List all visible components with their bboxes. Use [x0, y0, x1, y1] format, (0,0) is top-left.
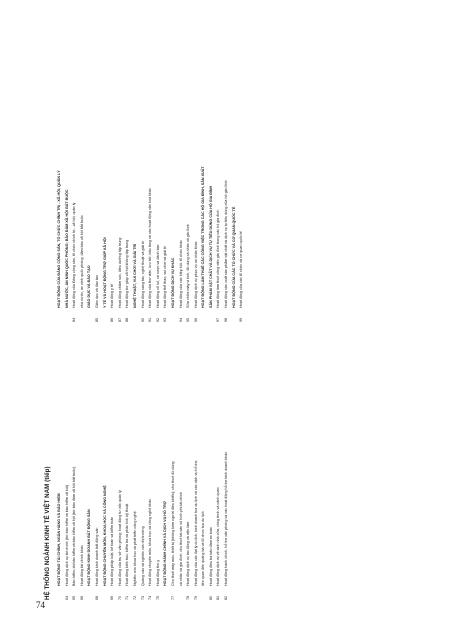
columns: [56, 60, 436, 600]
industry-row: [64, 336, 72, 600]
industry-name: Sửa chữa máy vi tính, đồ dùng cá nhân và gia đình: [186, 224, 191, 308]
section-heading: [162, 336, 170, 600]
industry-row: [193, 336, 201, 600]
industry-code: 88: [125, 317, 130, 322]
industry-code: 98: [224, 317, 229, 322]
industry-row: [140, 66, 148, 322]
industry-row: [193, 66, 201, 322]
industry-name: HOẠT ĐỘNG CHUYÊN MÔN, KHOA HỌC VÀ CÔNG NGHỆ: [102, 485, 107, 586]
industry-name: Hoạt động y tế: [110, 284, 115, 308]
industry-name: Hoạt động dịch vụ lao động và việc làm: [186, 521, 191, 586]
industry-row: [71, 336, 79, 600]
industry-name: Bảo hiểm, tái bảo hiểm và bảo hiểm xã hội (trừ bảo đảm xã hội bắt buộc): [72, 466, 77, 586]
industry-name: HOẠT ĐỘNG CỦA ĐẢNG CỘNG SẢN, TỔ CHỨC CHÍNH TRỊ - XÃ HỘI, QUẢN LÝ: [57, 170, 61, 308]
industry-code: 85: [94, 317, 99, 322]
industry-code: [200, 308, 208, 322]
industry-code: [200, 586, 208, 600]
industry-row: [79, 66, 87, 322]
section-heading: [86, 66, 94, 322]
industry-name: Hoạt động kiến trúc; kiểm tra và phân tích kỹ thuật: [125, 503, 130, 586]
industry-code: 77: [170, 595, 175, 600]
industry-name: Hoạt động dịch vụ vệ sinh nhà cửa, công trình và cảnh quan: [216, 487, 221, 586]
industry-name: Hoạt động của Đảng cộng sản, tổ chức chính trị - xã hội, quản lý: [72, 202, 77, 308]
section-heading: [56, 336, 64, 600]
industry-row: [124, 336, 132, 600]
industry-code: 87: [117, 317, 122, 322]
industry-row: [109, 66, 117, 322]
section-heading: [64, 66, 72, 322]
industry-row: [185, 336, 193, 600]
industry-row: [155, 336, 163, 600]
industry-row: [132, 336, 140, 600]
industry-name: GIÁO DỤC VÀ ĐÀO TẠO: [87, 265, 92, 308]
left-column: [56, 330, 436, 600]
industry-name: HOẠT ĐỘNG DỊCH VỤ KHÁC: [170, 257, 175, 308]
industry-code: 72: [132, 595, 137, 600]
section-heading: [208, 66, 216, 322]
industry-row: [178, 66, 186, 322]
industry-code: [86, 308, 94, 322]
industry-row: [117, 66, 125, 322]
industry-code: 73: [140, 595, 145, 600]
industry-name: NHÀ NƯỚC, AN NINH QUỐC PHÒNG; BẢO ĐẢM XÃ HỘI BẮT BUỘC: [64, 189, 69, 308]
industry-row: [147, 66, 155, 322]
industry-code: [86, 586, 94, 600]
industry-name: Hoạt động tài chính khác: [79, 545, 84, 586]
industry-row: [185, 66, 193, 322]
industry-row: [162, 66, 170, 322]
page-title: HỆ THỐNG NGÀNH KINH TẾ VIỆT NAM (tiếp): [44, 466, 51, 600]
industry-code: 99: [239, 317, 244, 322]
industry-row: [178, 336, 186, 600]
industry-name: Hoạt động điều tra bảo đảm an toàn: [208, 526, 213, 586]
industry-name: Giáo dục và đào tạo: [94, 274, 99, 308]
industry-code: 65: [72, 595, 77, 600]
industry-name: liên quan đến quảng bá và tổ chức tua du lịch: [201, 511, 206, 586]
section-heading: [200, 66, 208, 322]
industry-code: 74: [148, 595, 153, 600]
industry-code: [102, 308, 110, 322]
section-heading: [170, 66, 178, 322]
right-column: [56, 60, 436, 330]
industry-name: Hoạt động dịch vụ phục vụ cá nhân khác: [193, 241, 198, 308]
industry-code: 81: [216, 595, 221, 600]
industry-name: cá nhân và gia đình; cho thuê tài sản vô hình phi tài chính: [178, 491, 183, 586]
industry-row: [223, 66, 231, 322]
industry-code: 84: [72, 317, 77, 322]
industry-code: [170, 308, 178, 322]
industry-row: [208, 336, 216, 600]
industry-name: HOẠT ĐỘNG LÀM THUÊ CÁC CÔNG VIỆC TRONG CÁC HỘ GIA ĐÌNH, SẢN XUẤT: [201, 166, 206, 308]
section-heading: [86, 336, 94, 600]
industry-row: [79, 336, 87, 600]
industry-name: Hoạt động dịch vụ tài chính (trừ bảo hiểm và bảo hiểm xã hội): [64, 484, 69, 586]
industry-row: [170, 336, 178, 600]
industry-name: Hoạt động thể thao, vui chơi và giải trí: [163, 245, 168, 308]
industry-name: Hoạt động kinh doanh bất động sản: [94, 527, 99, 586]
industry-code: 66: [79, 595, 84, 600]
industry-code: 95: [186, 317, 191, 322]
industry-code: [132, 308, 140, 322]
industry-name: Hoạt động chuyên môn, khoa học và công nghệ khác: [148, 498, 153, 586]
industry-name: SẢN PHẨM VẬT CHẤT VÀ DỊCH VỤ TỰ TIÊU DÙNG CỦA HỘ GIA ĐÌNH: [208, 185, 213, 308]
industry-code: 86: [110, 317, 115, 322]
industry-code: [231, 308, 239, 322]
industry-name: Hoạt động của thư viện, lưu trữ, bảo tàng và các hoạt động văn hoá khác: [148, 188, 153, 308]
industry-name: Hoạt động xổ số, cá cược và đánh bạc: [155, 244, 160, 308]
industry-name: Y TẾ VÀ HOẠT ĐỘNG TRỢ GIÚP XÃ HỘI: [102, 237, 107, 308]
industry-name: Quảng cáo và nghiên cứu thị trường: [140, 526, 145, 586]
industry-row: [215, 336, 223, 600]
industry-name: nhà nước, an ninh quốc phòng; đảm bảo xã hội bắt buộc: [79, 215, 84, 308]
industry-name: Hoạt động của trụ sở văn phòng; hoạt động tư vấn quản lý: [117, 490, 122, 586]
industry-row: [109, 336, 117, 600]
industry-row: [140, 336, 148, 600]
industry-row: [147, 336, 155, 600]
industry-row: [117, 336, 125, 600]
industry-name: HOẠT ĐỘNG CỦA CÁC TỔ CHỨC VÀ CƠ QUAN QUỐC TẾ: [231, 206, 236, 308]
industry-code: [64, 308, 72, 322]
industry-row: [94, 336, 102, 600]
industry-name: Hoạt động của các hiệp hội, tổ chức khác: [178, 240, 183, 308]
industry-code: 97: [216, 317, 221, 322]
industry-name: Hoạt động làm thuê công việc gia đình trong các hộ gia đình: [216, 209, 221, 308]
industry-row: [124, 66, 132, 322]
industry-name: Hoạt động thú y: [155, 559, 160, 586]
industry-row: [94, 66, 102, 322]
industry-row: [238, 66, 246, 322]
section-heading: [102, 336, 110, 600]
industry-code: [56, 586, 64, 600]
section-heading: [132, 66, 140, 322]
industry-code: 71: [125, 595, 130, 600]
industry-name: HOẠT ĐỘNG HÀNH CHÍNH VÀ DỊCH VỤ HỖ TRỢ: [163, 501, 168, 586]
industry-name: Cho thuê máy móc, thiết bị (không kèm người điều khiển); cho thuê đồ dùng: [170, 461, 175, 586]
industry-name: Hoạt động hành chính, hỗ trợ văn phòng và các hoạt động hỗ trợ kinh doanh khác: [224, 451, 229, 586]
industry-code: 92: [155, 317, 160, 322]
industry-code: [56, 308, 64, 322]
industry-name: Hoạt động của các đại lý du lịch, kinh doanh tua du lịch và các dịch vụ hỗ trợ,: [193, 459, 198, 586]
industry-name: HOẠT ĐỘNG KINH DOANH BẤT ĐỘNG SẢN: [87, 509, 92, 586]
industry-row: [223, 336, 231, 600]
rotated-page-content: [44, 60, 424, 600]
industry-code: [178, 586, 186, 600]
industry-code: 64: [64, 595, 69, 600]
industry-code: 82: [224, 595, 229, 600]
industry-name: Hoạt động sáng tác, nghệ thuật và giải trí: [140, 240, 145, 308]
industry-name: Nghiên cứu khoa học và phát triển công nghệ: [132, 511, 137, 586]
industry-code: 91: [148, 317, 153, 322]
industry-code: 94: [178, 317, 183, 322]
industry-name: Hoạt động chăm sóc, điều dưỡng tập trung: [117, 237, 122, 308]
industry-name: HOẠT ĐỘNG TÀI CHÍNH, NGÂN HÀNG VÀ BẢO HIỂM: [57, 493, 61, 586]
industry-code: [162, 586, 170, 600]
industry-row: [215, 66, 223, 322]
industry-code: [79, 308, 87, 322]
industry-code: 93: [163, 317, 168, 322]
industry-code: 75: [155, 595, 160, 600]
industry-code: 69: [110, 595, 115, 600]
industry-code: [208, 308, 216, 322]
industry-code: 80: [208, 595, 213, 600]
industry-name: Hoạt động của các tổ chức và cơ quan quốc tế: [239, 231, 244, 308]
industry-name: Hoạt động pháp luật, kế toán và kiểm toán: [110, 516, 115, 586]
industry-code: 68: [94, 595, 99, 600]
section-heading: [231, 66, 239, 322]
industry-row: [71, 66, 79, 322]
section-heading: [102, 66, 110, 322]
industry-name: NGHỆ THUẬT, VUI CHƠI VÀ GIẢI TRÍ: [132, 243, 137, 308]
industry-code: 79: [193, 595, 198, 600]
industry-code: 70: [117, 595, 122, 600]
page-number: 74: [36, 600, 45, 610]
industry-row: [155, 66, 163, 322]
industry-name: Hoạt động trợ giúp xã hội không tập trung: [125, 239, 130, 308]
industry-code: 90: [140, 317, 145, 322]
industry-code: 96: [193, 317, 198, 322]
industry-name: Hoạt động sản xuất sản phẩm vật chất và dịch vụ tự tiêu dùng của hộ gia đình: [224, 180, 229, 308]
industry-code: [102, 586, 110, 600]
section-heading: [56, 66, 64, 322]
industry-row: [200, 336, 208, 600]
industry-code: 78: [186, 595, 191, 600]
